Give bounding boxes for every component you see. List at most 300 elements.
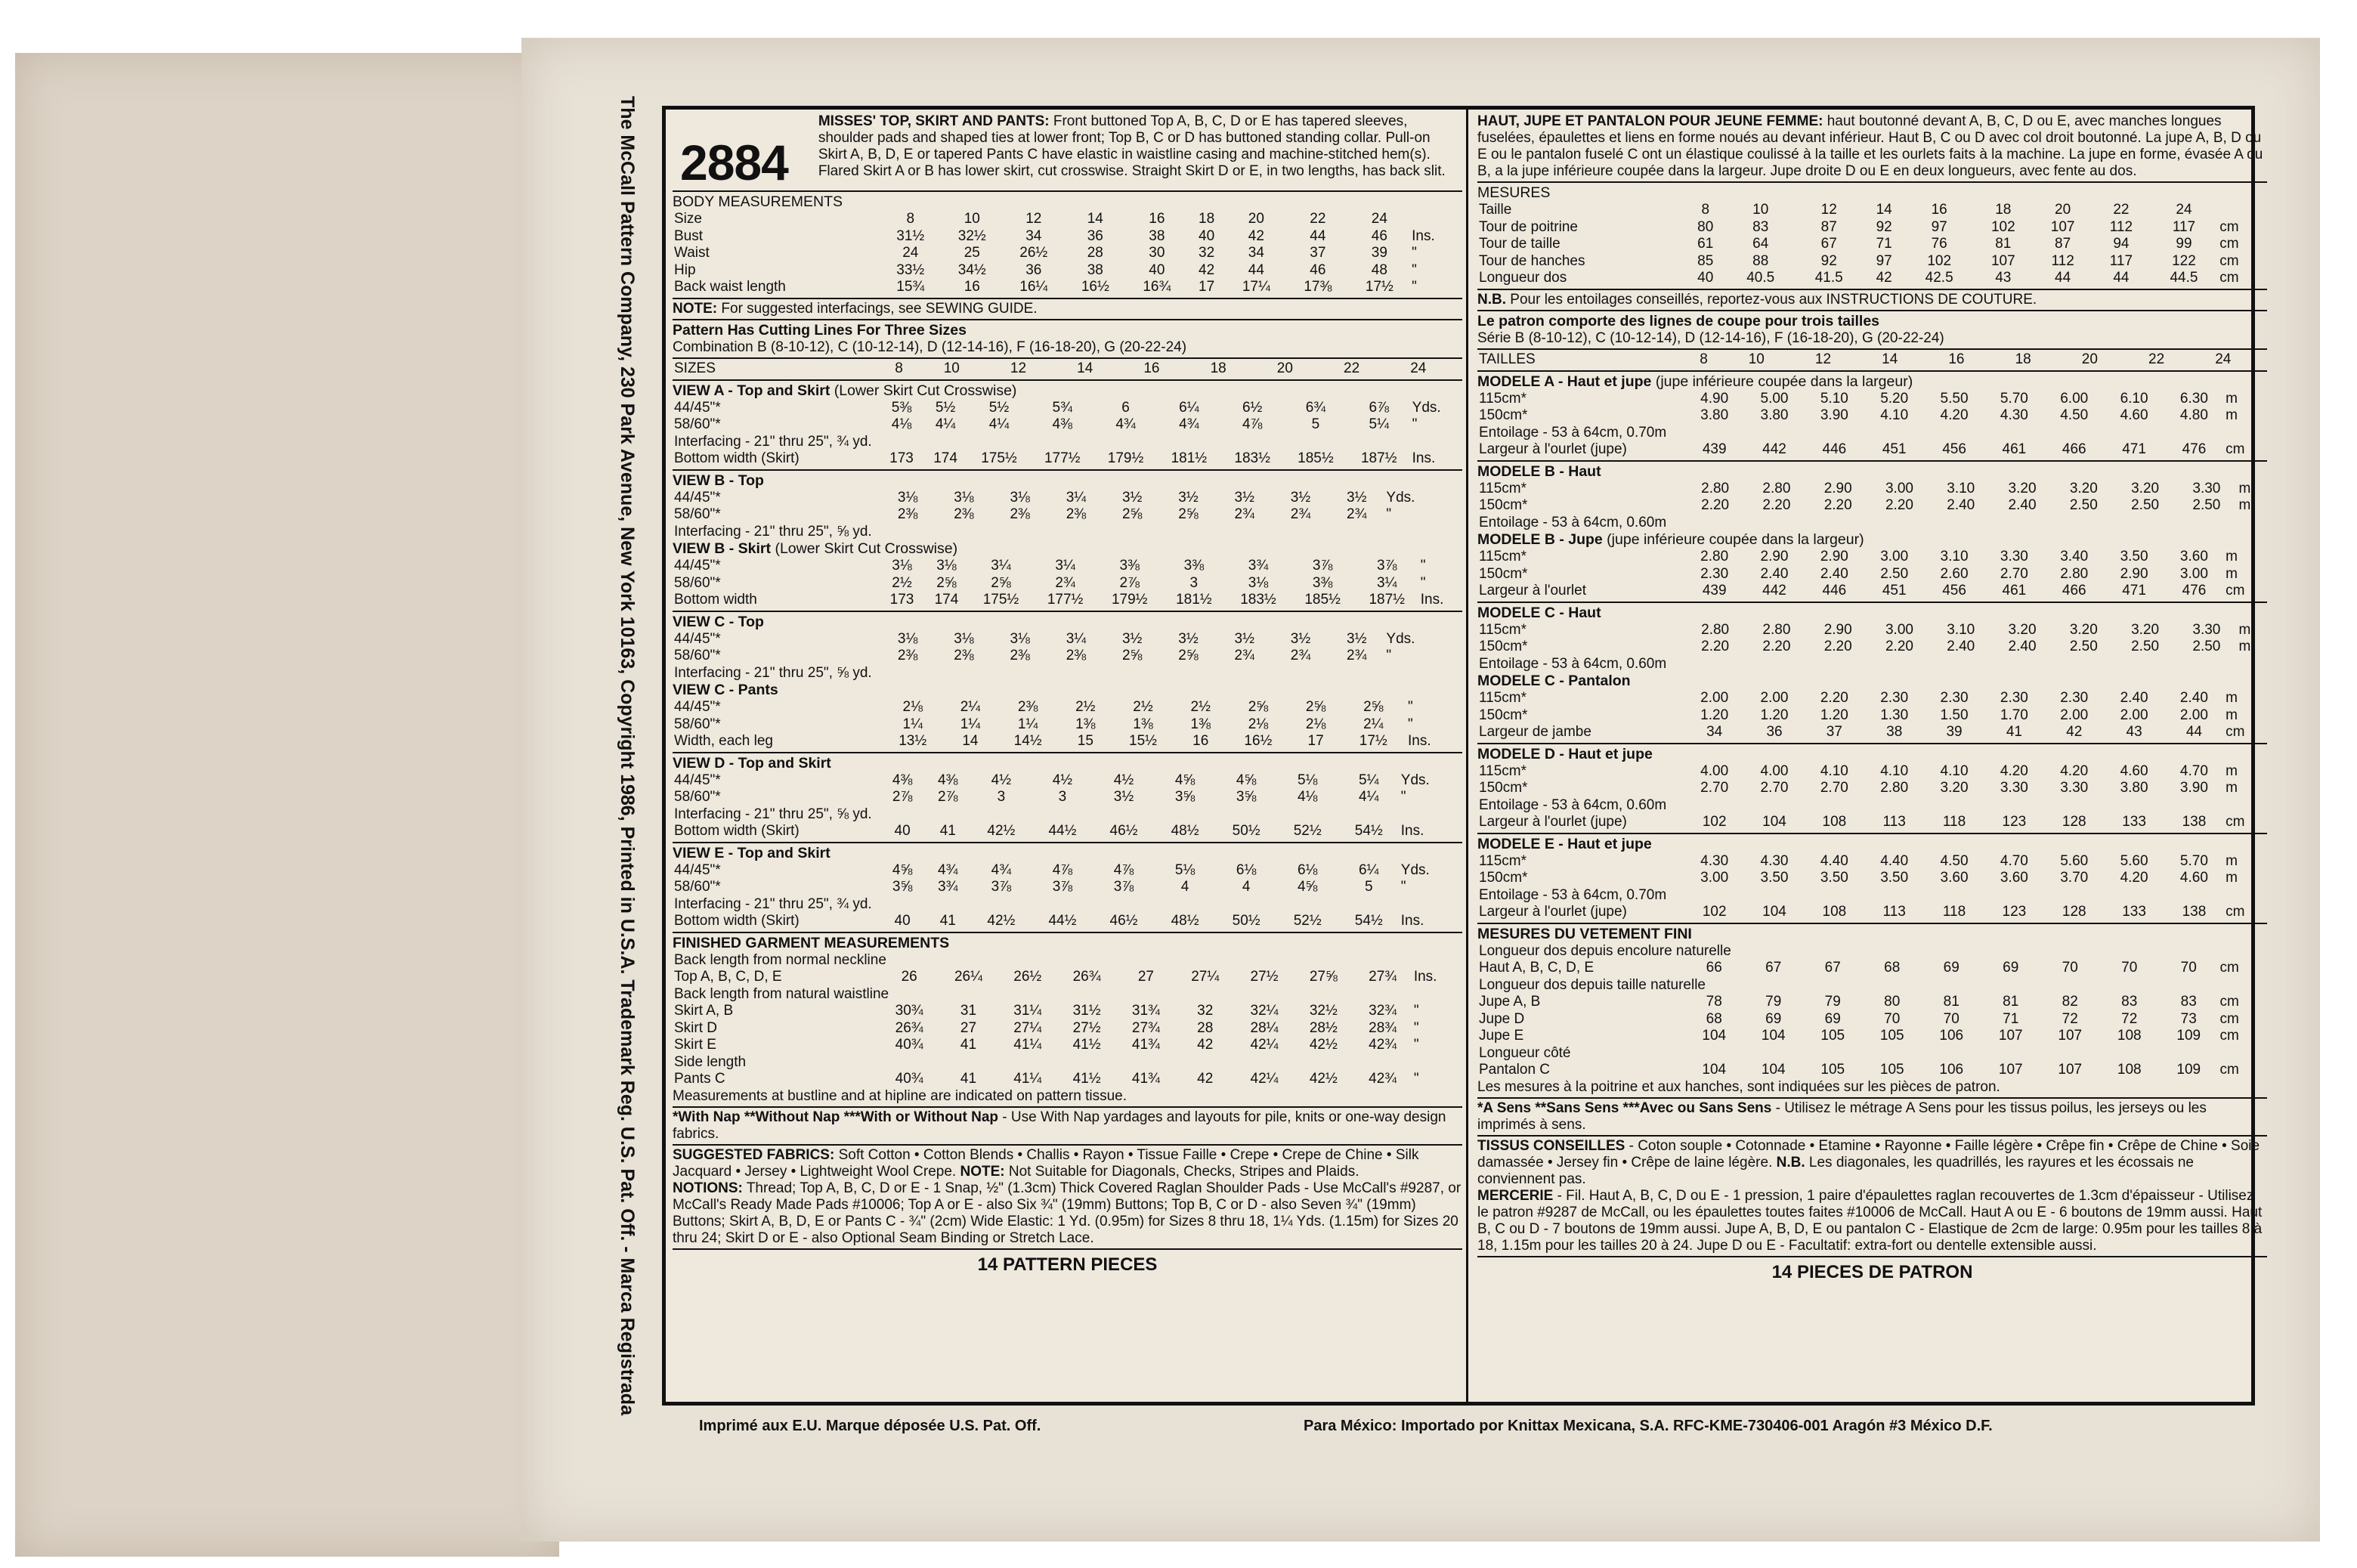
rule [673,319,1462,320]
table-cell: 15¾ [896,279,925,295]
fabrics-note-text-fr: Les diagonales, les quadrillés, les rayures et les écossais ne conviennent pas. [1477,1155,2194,1187]
table-cell: 461 [2002,583,2027,598]
table-cell: 87 [1820,218,1837,235]
table-cell: 5¼ [1359,772,1379,788]
table-cell: 16¼ [1019,279,1048,295]
nap-note [673,1109,1462,1143]
table-cell: 2.50 [2192,497,2221,513]
unit-cell: m [2226,762,2238,779]
table-cell: 44½ [1048,913,1077,929]
table-row [673,279,1462,296]
row-label: Pantalon C [1479,1062,1551,1078]
table-cell: 185½ [1304,592,1341,608]
table-cell: 106 [1939,1028,1964,1044]
table-cell: 1.70 [2000,707,2028,723]
table-row [1477,1011,2267,1028]
row-label: Bottom width (Skirt) [674,823,800,839]
table-cell: 41 [960,1037,977,1053]
table-cell: 3½ [1113,789,1134,805]
table-cell: 72 [2121,1010,2138,1027]
table-row [1477,639,2267,656]
table-cell: 3½ [1178,630,1199,647]
table-cell: 26¾ [895,1019,923,1036]
row-label: Jupe E [1479,1028,1524,1044]
table-row [1477,887,2267,905]
table-cell: 4¼ [935,416,956,432]
table-row [1477,202,2267,219]
table-cell: 42¼ [1250,1071,1279,1087]
note-label: NOTE: [673,300,718,317]
table-cell: 104 [1762,814,1786,830]
table-cell: 44 [1248,261,1264,278]
table-cell: 107 [2058,1028,2083,1044]
table-cell: 2.00 [2179,707,2208,723]
table-cell: 4.20 [2120,870,2148,886]
unit-cell: cm [2219,1062,2239,1078]
fabrics-text-fr: - Coton souple • Cotonnade • Etamine • Rayonne • Faille légère • Crêpe fin • Crêpe de Chine • Soie damassée • Jersey fin • Crêpe de laine légère. [1477,1138,2260,1171]
table-cell: 69 [1765,1010,1782,1027]
table-cell: 2⅛ [1305,716,1326,732]
table-cell: 174 [934,592,959,608]
table-cell: 10 [943,360,960,376]
table-cell: 70 [1943,1010,1960,1027]
rule [1477,743,2267,744]
table-cell: 2.20 [1885,497,1913,513]
table-cell: 31½ [896,227,925,244]
table-cell: 446 [1822,441,1847,457]
table-row [673,969,1462,986]
table-cell: 10 [964,211,980,227]
table-cell: 2⅝ [1178,506,1199,522]
table-row [1477,780,2267,797]
table-cell: 18 [1210,360,1226,376]
table-cell: 4¼ [988,416,1010,432]
table-cell: 15 [1077,733,1093,749]
row-label: Tour de taille [1479,236,1561,252]
measurement-table [673,558,1462,609]
table-cell: 42½ [987,913,1016,929]
table-row [1477,656,2267,673]
table-cell: 17½ [1365,279,1393,295]
table-cell: 107 [2050,218,2075,235]
table-row [1477,270,2267,287]
table-cell: 4.30 [2000,407,2028,423]
measurement-table [1477,690,2267,741]
table-cell: 16 [1192,733,1209,749]
table-cell: 22 [2113,202,2130,218]
table-cell: 3½ [1121,630,1143,647]
table-row [1477,1062,2267,1079]
table-row [1477,515,2267,532]
rule [1477,602,2267,603]
table-cell: 4.20 [2000,762,2028,779]
rule [1477,923,2267,924]
table-cell: 175½ [981,450,1017,466]
table-cell: 118 [1942,814,1966,830]
finished-note-fr: Les mesures à la poitrine et aux hanches, sont indiquées sur les pièces de patron. [1477,1078,2000,1095]
measurement-table [673,360,1462,378]
table-cell: 40¾ [895,1037,923,1053]
view-subtitle: (Lower Skirt Cut Crosswise) [830,382,1017,399]
table-cell: 41¼ [1013,1071,1042,1087]
table-cell: 4⅞ [1242,416,1263,432]
unit-cell: m [2226,690,2238,706]
unit-cell: cm [2219,270,2239,286]
view-title: MODELE E - Haut et jupe [1477,835,1652,852]
row-label: 115cm* [1479,390,1527,407]
table-cell: 48½ [1171,913,1199,929]
table-cell: 4⅜ [892,772,913,788]
nap-text: - Use With Nap yardages and layouts for pile, knits or one-way design fabrics. [673,1109,1446,1142]
table-cell: 106 [1939,1062,1964,1078]
row-label: 44/45"* [674,772,721,788]
view-heading [673,382,1462,400]
unit-cell: " [1413,1003,1419,1019]
table-cell: 5½ [988,399,1010,416]
unit-cell: " [1408,716,1413,732]
table-cell: 3.00 [1885,480,1913,496]
pattern-pieces-count-fr: 14 PIECES DE PATRON [1771,1262,1973,1282]
unit-cell: m [2226,852,2238,869]
table-row [1477,549,2267,566]
table-cell: 42 [1199,261,1215,278]
table-cell: 16¾ [1143,279,1171,295]
unit-cell: m [2238,480,2251,496]
table-cell: 4.40 [1820,852,1848,869]
table-cell: 3.50 [1760,870,1789,886]
table-cell: 81 [1943,994,1960,1010]
row-label: Back length from natural waistline [674,985,889,1002]
table-cell: 476 [2182,583,2207,598]
table-cell: 2⅞ [1119,574,1140,591]
table-cell: 2⅜ [1010,506,1030,522]
table-cell: 73 [2180,1010,2197,1027]
notions-label-fr: MERCERIE [1477,1188,1554,1204]
unit-cell: m [2226,407,2238,423]
unit-cell: " [1400,789,1406,805]
table-cell: 4⅞ [1052,861,1073,878]
table-cell: 104 [1762,904,1786,920]
table-cell: 175½ [982,592,1019,608]
table-cell: 32¾ [1369,1003,1397,1019]
table-cell: 179½ [1107,450,1144,466]
row-label: Size [674,211,702,227]
table-cell: 112 [2051,252,2074,269]
view-subtitle: (jupe inférieure coupée dans la largeur) [1602,531,1864,548]
table-row [1477,407,2267,425]
measurement-table [1477,622,2267,673]
table-cell: 2.80 [2060,565,2089,582]
table-cell: 107 [1990,252,2015,269]
table-cell: 4.10 [1880,762,1909,779]
table-cell: 2⅜ [954,648,974,663]
row-label: 150cm* [1479,870,1528,886]
rule [673,842,1462,843]
table-cell: 2½ [1133,699,1153,715]
table-cell: 3.60 [1940,870,1969,886]
table-cell: 104 [1761,1062,1786,1078]
table-cell: 88 [1752,252,1769,269]
table-cell: 102 [1927,252,1952,269]
unit-cell: cm [2219,236,2239,252]
table-cell: 3.70 [2060,870,2089,886]
table-cell: 6 [1121,399,1130,416]
unit-cell: Yds. [1386,630,1415,647]
table-cell: 4.60 [2120,407,2148,423]
table-cell: 133 [2122,904,2146,920]
rule [673,752,1462,753]
table-row [673,524,1462,541]
table-cell: 68 [1884,960,1901,976]
row-label: 58/60"* [674,716,721,732]
table-cell: 4.30 [1760,852,1789,869]
table-cell: 2.20 [1823,639,1852,654]
table-cell: 70 [2062,960,2078,976]
table-cell: 4.20 [1940,407,1969,423]
table-cell: 4 [1242,879,1251,895]
table-row [673,789,1462,806]
table-row [673,245,1462,262]
table-cell: 68 [1706,1010,1722,1027]
rule [1477,348,2267,350]
table-cell: 41 [939,913,956,929]
table-cell: 6⅞ [1369,399,1389,416]
table-cell: 17⅜ [1304,279,1332,295]
table-cell: 3.00 [1700,870,1729,886]
table-cell: 92 [1820,252,1837,269]
sizes-row [673,360,1462,378]
table-cell: 27 [960,1019,977,1036]
table-row [673,648,1462,665]
row-label: 44/45"* [674,399,721,416]
note-label-fr: N.B. [1477,291,1506,308]
row-label: Back length from normal neckline [674,951,886,968]
table-cell: 3.20 [2008,480,2037,496]
measurement-table [673,699,1462,750]
table-cell: 32 [1199,245,1215,261]
table-cell: 6¼ [1359,861,1379,878]
table-row [673,558,1462,575]
unit-cell: " [1408,699,1413,715]
table-cell: 13½ [899,733,927,749]
table-cell: 2⅞ [938,789,958,805]
fabrics-text: Soft Cotton • Cotton Blends • Challis • Rayon • Tissue Faille • Crepe • Crepe de Chine • Silk Jacquard • Jersey • Lightweight Wool Crepe. [673,1147,1419,1180]
table-cell: 2.30 [1880,690,1909,706]
rule [1477,370,2267,372]
unit-cell: Yds. [1400,861,1430,878]
table-cell: 2½ [1190,699,1211,715]
table-cell: 3.30 [2192,480,2221,496]
fabrics-note-text: Not Suitable for Diagonals, Checks, Stripes and Plaids. [1004,1164,1359,1180]
table-row [1477,814,2267,831]
table-cell: 4⅝ [1174,772,1196,788]
table-cell: 3.00 [2179,565,2208,582]
table-cell: 4⅞ [1113,861,1134,878]
view-heading [1477,373,2267,391]
table-cell: 4⅝ [892,861,913,878]
table-cell: 40 [894,823,911,839]
table-cell: 4½ [1052,772,1073,788]
table-row [1477,853,2267,871]
bottom-imprint-right: Para México: Importado por Knittax Mexicana, S.A. RFC-KME-730406-001 Aragón #3 México D.F. [1304,1418,1993,1434]
table-cell: 37 [1826,724,1842,740]
description-text: Front buttoned Top A, B, C, D or E has tapered sleeves, shoulder pads and shaped ties at lower front; Top B, C or D has buttoned standing collar. Pull-on Skirt A, B, D, E or tapered Pants C have elastic in waistline casing and machine-stitched hem(s). Flared Skirt A or B has lower skirt, cut crosswise. Straight Skirt D or E, in two lengths, has back slit. [818,113,1446,179]
table-cell: 3.10 [1947,480,1975,496]
table-cell: 17 [1199,279,1215,295]
table-cell: 3.40 [2060,549,2089,564]
table-cell: 70 [2180,960,2197,976]
table-cell: 109 [2176,1062,2201,1078]
table-cell: 4.40 [1880,852,1909,869]
table-cell: 3⅛ [954,489,974,506]
table-cell: 2.70 [1700,780,1729,796]
table-cell: 2.20 [1820,690,1848,706]
table-cell: 466 [2062,583,2086,598]
table-cell: 15½ [1129,733,1157,749]
table-cell: 76 [1931,236,1947,252]
unit-cell: " [1412,416,1418,432]
table-cell: 4.00 [1700,762,1729,779]
table-row [1477,690,2267,707]
row-label: 150cm* [1479,780,1528,796]
table-cell: 1¼ [902,716,923,732]
table-cell: 4½ [991,772,1012,788]
table-cell: 14 [1876,202,1892,218]
table-cell: 78 [1706,994,1722,1010]
table-cell: 2½ [892,574,912,591]
table-cell: 10 [1752,202,1769,218]
table-cell: 123 [2002,814,2027,830]
table-row [673,416,1462,434]
table-cell: 3.80 [1760,407,1789,423]
table-cell: 42¾ [1369,1037,1397,1053]
table-cell: 138 [2182,904,2207,920]
cutting-text: Combination B (8-10-12), C (10-12-14), D (12-14-16), F (16-18-20), G (20-22-24) [673,339,1187,355]
cutting-heading-fr: Le patron comporte des lignes de coupe pour trois tailles [1477,312,1880,329]
row-label: Waist [674,245,710,261]
view-heading [673,682,1462,699]
table-cell: 12 [1820,202,1837,218]
table-cell: 27 [1137,969,1154,985]
row-label: 150cm* [1479,407,1528,423]
table-row [673,450,1462,468]
pattern-number: 2884 [680,135,788,190]
table-row [673,733,1462,750]
row-label: 150cm* [1479,707,1528,723]
table-cell: 67 [1820,236,1837,252]
table-cell: 3⅜ [1183,558,1205,574]
measurement-table [1477,549,2267,600]
table-cell: 16 [1931,202,1947,218]
table-cell: 456 [1942,583,1966,598]
table-cell: 28¾ [1369,1019,1397,1036]
unit-cell: Ins. [1420,592,1444,608]
table-cell: 3.10 [1947,621,1975,638]
pattern-title: MISSES' TOP, SKIRT AND PANTS: [818,113,1050,129]
table-cell: 4.10 [1940,762,1969,779]
table-cell: 69 [1943,960,1960,976]
table-cell: 173 [889,450,914,466]
table-cell: 25 [964,245,980,261]
table-cell: 2.40 [2008,639,2037,654]
table-cell: 50½ [1232,913,1260,929]
table-cell: 102 [1702,814,1727,830]
measurement-table [673,952,1462,1088]
row-label: Top A, B, C, D, E [674,969,782,985]
table-cell: 28 [1087,245,1103,261]
table-cell: 1⅜ [1190,716,1211,732]
table-cell: 41¾ [1131,1037,1160,1053]
table-cell: 70 [1884,1010,1901,1027]
table-row [673,913,1462,930]
table-cell: 24 [2176,202,2192,218]
measurement-table [673,862,1462,930]
table-row [673,806,1462,824]
measurement-table [673,631,1462,682]
table-cell: 2.70 [2000,565,2028,582]
table-cell: 3⅜ [1119,558,1140,574]
table-cell: 2.30 [1940,690,1969,706]
table-cell: 5.10 [1820,390,1848,407]
table-row [673,699,1462,716]
table-cell: 83 [1752,218,1769,235]
row-label: 58/60"* [674,648,721,663]
view-heading [1477,531,2267,549]
table-row [673,631,1462,648]
table-cell: 3¼ [1377,574,1397,591]
table-cell: 40 [1697,270,1714,286]
table-cell: 28 [1197,1019,1214,1036]
table-row [673,262,1462,280]
table-cell: 133 [2122,814,2146,830]
table-row [673,400,1462,417]
table-cell: 446 [1822,583,1847,598]
table-cell: 1¼ [960,716,981,732]
table-cell: 187½ [1360,450,1397,466]
unit-cell [1410,211,1462,228]
table-cell: 128 [2062,904,2086,920]
table-cell: 16 [1143,360,1160,376]
table-cell: 3.30 [2000,549,2028,564]
table-cell: 2¾ [1347,648,1367,663]
view-title: MODELE B - Haut [1477,462,1601,480]
table-cell: 2.80 [1762,480,1791,496]
note [673,301,1462,317]
row-label: Bottom width [674,592,757,608]
rule [1477,289,2267,290]
view-title: MODELE A - Haut et jupe [1477,373,1652,390]
table-cell: 14 [962,733,979,749]
table-cell: 40 [894,913,911,929]
bottom-imprint-left: Imprimé aux E.U. Marque déposée U.S. Pat. Off. [699,1418,1041,1434]
fabrics-note-label-fr: N.B. [1776,1155,1805,1171]
unit-cell: cm [2219,252,2239,269]
measurement-table [673,490,1462,541]
row-label: Largeur à l'ourlet [1479,583,1586,598]
fabrics-note-label: NOTE: [960,1164,1005,1180]
table-cell: 3¾ [938,879,958,895]
table-cell: 81 [2003,994,2019,1010]
table-cell: 2¾ [1234,648,1254,663]
rule [1477,181,2267,183]
table-cell: 3½ [1290,630,1311,647]
table-row [673,490,1462,507]
row-label: Interfacing - 21" thru 25", ⅝ yd. [674,664,872,681]
table-cell: 46½ [1109,913,1138,929]
table-cell: 2.40 [1947,497,1975,513]
unit-cell: m [2238,639,2251,654]
table-cell: 30¾ [895,1003,923,1019]
